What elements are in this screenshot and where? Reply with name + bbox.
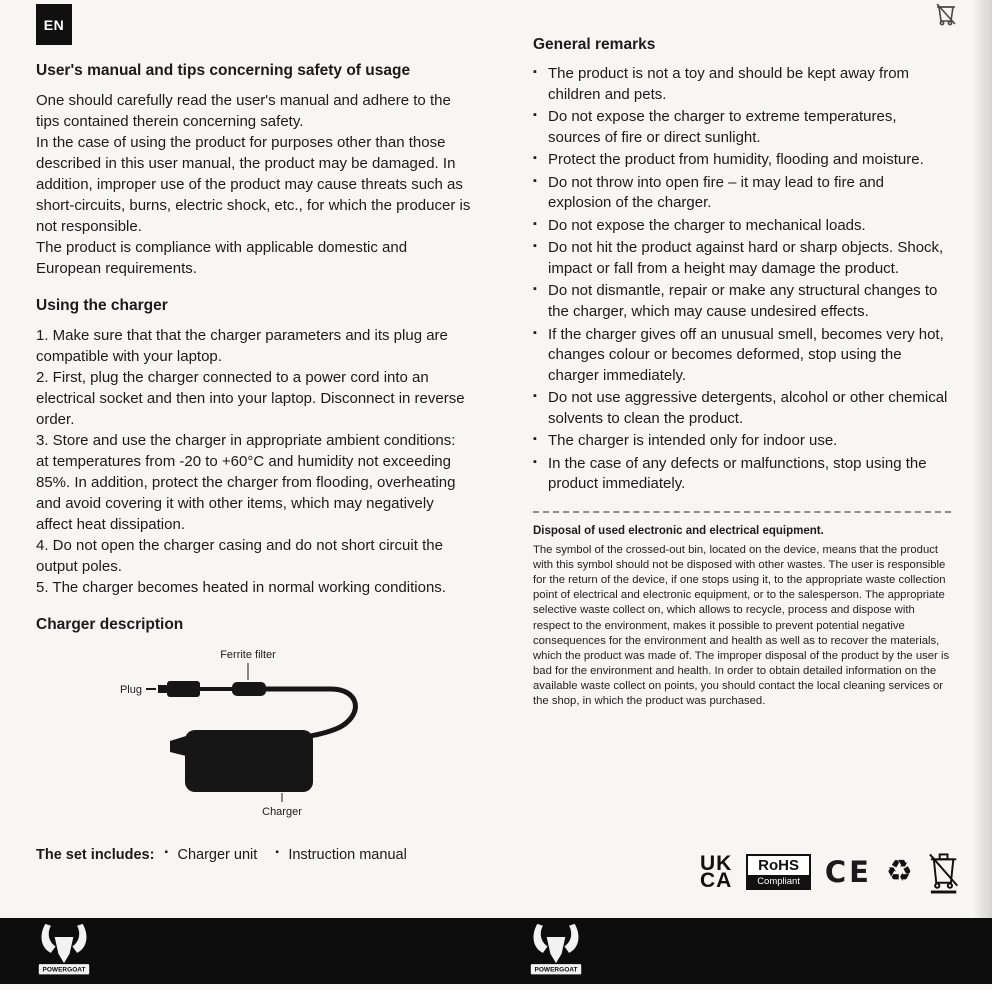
using-step: 2. First, plug the charger connected to a power cord into an electrical socket and then into your laptop. Disconnect in reverse order. (36, 369, 465, 428)
left-column (36, 62, 472, 863)
description-section (36, 616, 472, 829)
plug-connector-shape (158, 681, 200, 697)
list-item: ▪ The product is not a toy and should be kept away from children and pets. (533, 64, 951, 105)
list-item: ▪ In the case of any defects or malfunctions, stop using the product immediately. (533, 454, 951, 495)
ukca-bottom: CA (700, 869, 733, 892)
charger-diagram (36, 644, 472, 829)
set-includes-line (36, 847, 472, 863)
using-title: Using the charger (36, 297, 168, 314)
diagram-label-charger: Charger (262, 806, 302, 818)
diagram-label-plug: Plug (119, 684, 142, 696)
disposal-title: Disposal of used electronic and electrical equipment. (533, 524, 824, 537)
using-step: 5. The charger becomes heated in normal working conditions. (36, 579, 446, 596)
ferrite-filter-shape (232, 682, 266, 696)
set-includes-label: The set includes: (36, 847, 155, 863)
ce-mark: CE (824, 855, 872, 889)
rohs-compliant-label: Compliant (748, 875, 808, 888)
description-title: Charger description (36, 616, 184, 633)
disposal-body: The symbol of the crossed-out bin, located on the device, means that the product with this symbol should not be disposed with other wastes. The user is responsible for the return of the device, if one stops using it, to the appropriate waste collection point of electrical and electronic equipment, or to the salesperson. The appropriate selective waste collect on, which allows to recycle, process and dispose with respect to the environment, makes it possible to prevent potential negative consequences for the environment and health as well as to recover the materials, which the product was made of. The improper disposal of the product by the user is bad for the environment and health. In order to obtain detailed information on the available waste collect on points, you should contact the local cleaning services or the shop, in which the product was purchased. (533, 543, 950, 708)
ukca-top: UK (700, 852, 733, 875)
right-column (533, 36, 951, 709)
safety-title: User's manual and tips concerning safety of usage (36, 62, 411, 79)
list-item: ▪ Protect the product from humidity, flooding and moisture. (533, 150, 951, 171)
using-step: 1. Make sure that that the charger parameters and its plug are compatible with your laptop. (36, 327, 448, 365)
dashed-divider (533, 511, 951, 513)
general-remarks-list (533, 64, 951, 495)
ukca-mark (700, 852, 733, 892)
rohs-mark (746, 854, 810, 890)
safety-paragraph: In the case of using the product for purposes other than those described in this user manual, the product may be damaged. In addition, improper use of the product may cause threats such as short-circuits, burns, electric shock, etc., for which the producer is not responsible. (36, 134, 471, 235)
recycle-icon: ♻ (885, 855, 913, 888)
footer-bar (0, 918, 992, 984)
list-item: ▪ If the charger gives off an unusual smell, becomes very hot, changes colour or becomes deformed, stop using the charger immediately. (533, 325, 951, 387)
charger-diagram-drawing (36, 644, 472, 824)
rohs-label: RoHS (758, 857, 799, 874)
using-step: 3. Store and use the charger in appropriate ambient conditions: at temperatures from -20 to +60°C and humidity not exceeding 85%. In addition, protect the charger from flooding, overheating and avoid covering it with other items, which may negatively affect heat dissipation. (36, 432, 456, 533)
scan-edge-shadow (972, 0, 992, 920)
diagram-label-ferrite: Ferrite filter (220, 649, 276, 661)
using-section (36, 297, 472, 598)
powergoat-wordmark: POWERGOAT (534, 966, 578, 974)
safety-paragraph: One should carefully read the user's manual and adhere to the tips contained therein concerning safety. (36, 92, 451, 130)
set-includes-item: ▪ Instruction manual (275, 847, 406, 863)
top-right-partial-icon (934, 2, 958, 33)
powergoat-wordmark: POWERGOAT (42, 966, 86, 974)
list-item: ▪ Do not expose the charger to extreme temperatures, sources of fire or direct sunlight. (533, 107, 951, 148)
language-badge: EN (36, 4, 72, 45)
general-remarks-title: General remarks (533, 36, 656, 53)
crossed-bin-icon (934, 2, 958, 28)
list-item: ▪ Do not expose the charger to mechanical loads. (533, 216, 951, 237)
charger-body-shape (170, 730, 313, 792)
crossed-bin-icon (927, 850, 960, 894)
list-item: ▪ Do not use aggressive detergents, alcohol or other chemical solvents to clean the product. (533, 388, 951, 429)
list-item: ▪ The charger is intended only for indoor use. (533, 431, 951, 452)
safety-section (36, 62, 472, 279)
list-item: ▪ Do not dismantle, repair or make any structural changes to the charger, which may cause undesired effects. (533, 281, 951, 322)
certification-marks (700, 846, 960, 898)
powergoat-logo (528, 922, 584, 980)
list-item: ▪ Do not throw into open fire – it may lead to fire and explosion of the charger. (533, 173, 951, 214)
list-item: ▪ Do not hit the product against hard or sharp objects. Shock, impact or fall from a height may damage the product. (533, 238, 951, 279)
using-step: 4. Do not open the charger casing and do not short circuit the output poles. (36, 537, 443, 575)
safety-paragraph: The product is compliance with applicable domestic and European requirements. (36, 239, 408, 277)
set-includes-item: ▪ Charger unit (164, 847, 257, 863)
powergoat-logo (36, 922, 92, 980)
